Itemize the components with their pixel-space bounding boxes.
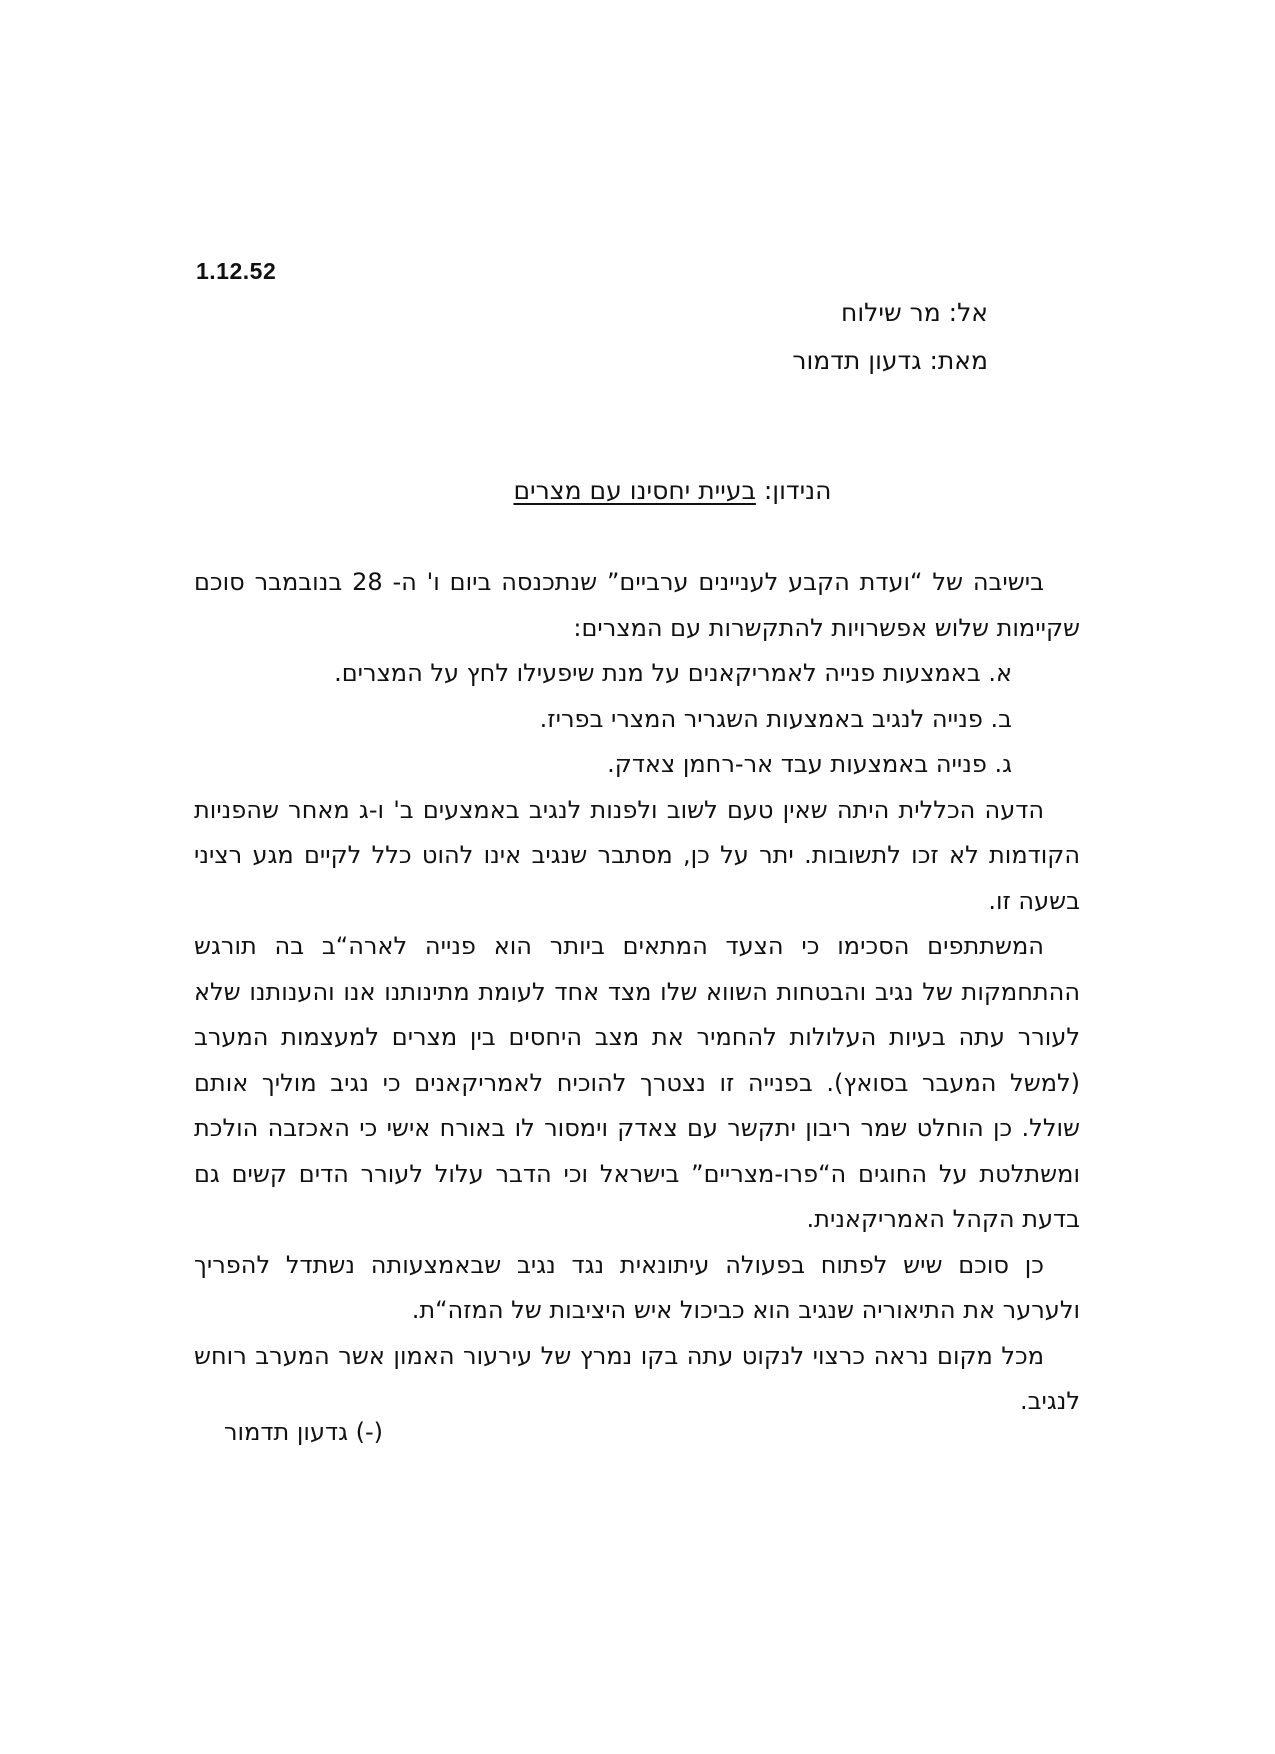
signature-line: (-) גדעון תדמור (224, 1418, 383, 1446)
paragraph-5: מכל מקום נראה כרצוי לנקוט עתה בקו נמרץ של עירעור האמון אשר המערב רוחש לנגיב. (194, 1341, 1080, 1415)
recipient-line: אל: מר שילוח (841, 298, 988, 327)
sender-line: מאת: גדעון תדמור (792, 346, 988, 375)
list-item-b: ב. פנייה לנגיב באמצעות השגריר המצרי בפריז. (539, 704, 1012, 733)
paragraph-2: הדעה הכללית היתה שאין טעם לשוב ולפנות לנגיב באמצעים ב' ו-ג מאחר שהפניות הקודמות לא זכו לתשובות. יתר על כן, מסתבר שנגיב אינו להוט כלל לקיים מגע רציני בשעה זו. (194, 795, 1080, 915)
paragraph-intro: בישיבה של “ועדת הקבע לעניינים ערביים” שנתכנסה ביום ו' ה- 28 בנובמבר סוכם שקיימות שלוש אפשרויות להתקשרות עם המצרים: (194, 568, 1080, 642)
list-item-c: ג. פנייה באמצעות עבד אר-רחמן צאדק. (607, 750, 1012, 778)
document-date: 1.12.52 (196, 258, 277, 284)
subject-line (0, 476, 1275, 505)
paragraph-3: המשתתפים הסכימו כי הצעד המתאים ביותר הוא פנייה לארה“ב בה תורגש ההתחמקות של נגיב והבטחות השווא שלו מצד אחד לעומת מתינותנו אנו והענותנו שלא לעורר עתה בעיות העלולות להחמיר את מצב היחסים בין מצרים למעצמות המערב (למשל המעבר בסואץ). בפנייה זו נצטרך להוכיח לאמריקאנים כי נגיב מוליך אותם שולל. כן הוחלט שמר ריבון יתקשר עם צאדק וימסור לו באורח אישי כי האכזבה הולכת ומשתלטת על החוגים ה“פרו-מצריים” בישראל וכי הדבר עלול לעורר הדים קשים גם בדעת הקהל האמריקאנית. (194, 932, 1080, 1233)
list-item-a: א. באמצעות פנייה לאמריקאנים על מנת שיפעילו לחץ על המצרים. (334, 659, 1012, 687)
subject-prefix: הנידון: (755, 476, 832, 505)
paragraph-4: כן סוכם שיש לפתוח בפעולה עיתונאית נגד נגיב שבאמצעותה נשתדל להפריך ולערער את התיאוריה שנגיב הוא כביכול איש היציבות של המזה“ת. (194, 1250, 1080, 1324)
subject-text: בעיית יחסינו עם מצרים (513, 476, 756, 505)
letter-body (194, 560, 1080, 1425)
